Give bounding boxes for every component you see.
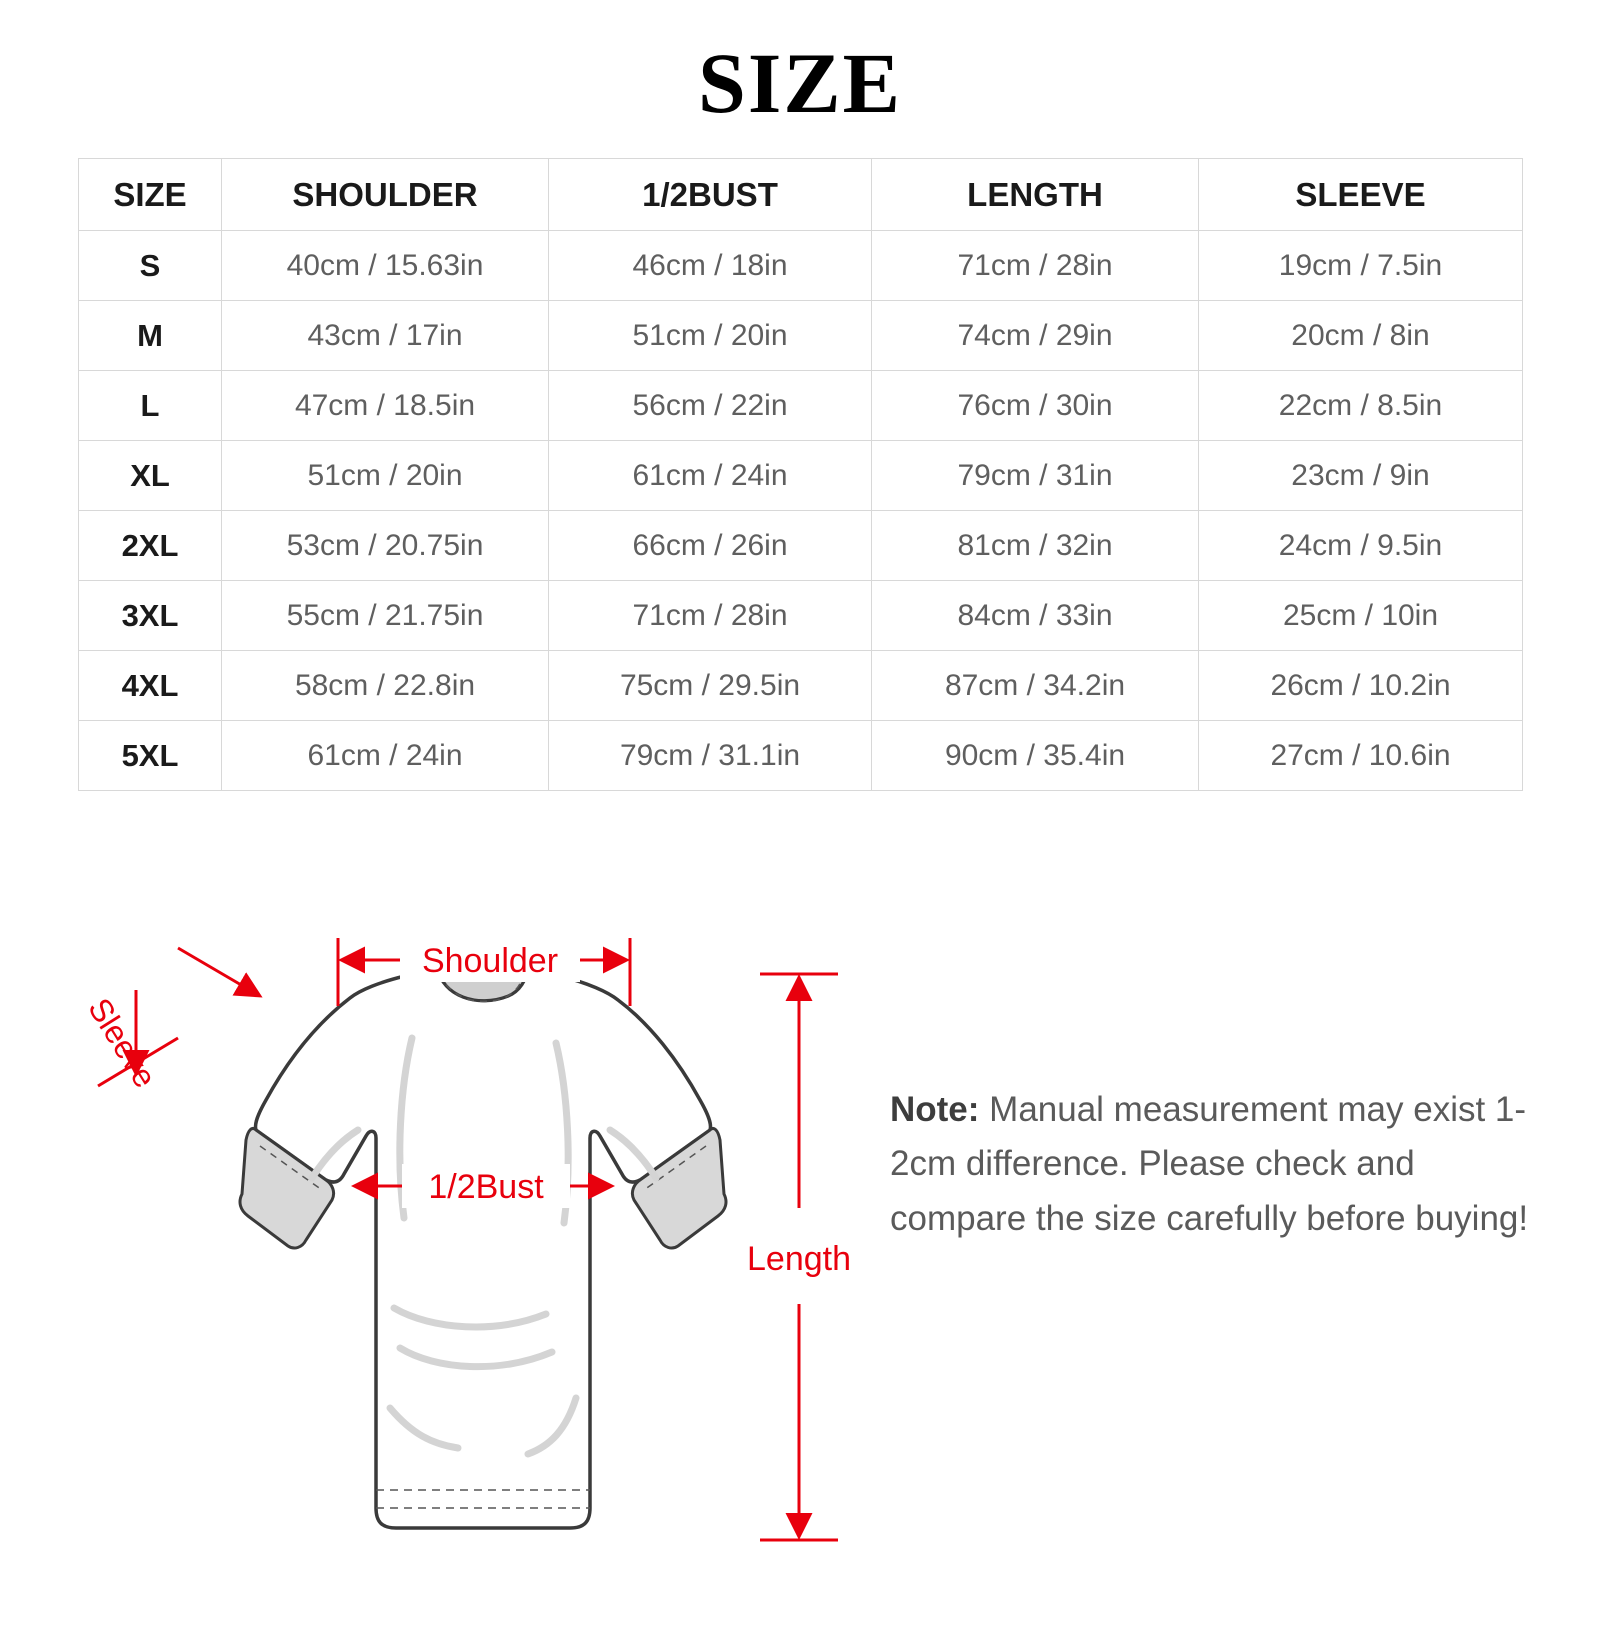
cell-bust: 61cm / 24in bbox=[549, 441, 872, 511]
bust-label: 1/2Bust bbox=[428, 1168, 544, 1206]
table-row bbox=[79, 721, 1523, 791]
table-header-row bbox=[79, 159, 1523, 231]
column-header-length: LENGTH bbox=[872, 159, 1199, 231]
cell-sleeve: 25cm / 10in bbox=[1199, 581, 1523, 651]
tshirt-illustration-svg bbox=[60, 878, 860, 1638]
cell-bust: 51cm / 20in bbox=[549, 301, 872, 371]
cell-size: 5XL bbox=[79, 721, 222, 791]
cell-sleeve: 22cm / 8.5in bbox=[1199, 371, 1523, 441]
cell-size: 3XL bbox=[79, 581, 222, 651]
cell-shoulder: 53cm / 20.75in bbox=[222, 511, 549, 581]
table-row bbox=[79, 301, 1523, 371]
table-row bbox=[79, 651, 1523, 721]
cell-size: S bbox=[79, 231, 222, 301]
table-row bbox=[79, 231, 1523, 301]
size-chart-table bbox=[78, 158, 1523, 791]
cell-sleeve: 26cm / 10.2in bbox=[1199, 651, 1523, 721]
cell-sleeve: 20cm / 8in bbox=[1199, 301, 1523, 371]
cell-size: 2XL bbox=[79, 511, 222, 581]
cell-size: M bbox=[79, 301, 222, 371]
cell-size: 4XL bbox=[79, 651, 222, 721]
cell-shoulder: 61cm / 24in bbox=[222, 721, 549, 791]
cell-length: 74cm / 29in bbox=[872, 301, 1199, 371]
table-row bbox=[79, 441, 1523, 511]
cell-bust: 46cm / 18in bbox=[549, 231, 872, 301]
cell-sleeve: 23cm / 9in bbox=[1199, 441, 1523, 511]
cell-length: 76cm / 30in bbox=[872, 371, 1199, 441]
cell-shoulder: 58cm / 22.8in bbox=[222, 651, 549, 721]
table-row bbox=[79, 371, 1523, 441]
cell-bust: 79cm / 31.1in bbox=[549, 721, 872, 791]
cell-bust: 66cm / 26in bbox=[549, 511, 872, 581]
length-measure bbox=[747, 974, 851, 1540]
cell-shoulder: 47cm / 18.5in bbox=[222, 371, 549, 441]
cell-shoulder: 43cm / 17in bbox=[222, 301, 549, 371]
cell-bust: 75cm / 29.5in bbox=[549, 651, 872, 721]
page-title: SIZE bbox=[697, 35, 903, 131]
tshirt-diagram bbox=[60, 878, 860, 1638]
column-header-shoulder: SHOULDER bbox=[222, 159, 549, 231]
note-block bbox=[890, 1083, 1550, 1246]
cell-length: 81cm / 32in bbox=[872, 511, 1199, 581]
cell-length: 79cm / 31in bbox=[872, 441, 1199, 511]
note-text: Manual measurement may exist 1-2cm difference. Please check and compare the size carefully before buying! bbox=[890, 1090, 1529, 1238]
cell-length: 87cm / 34.2in bbox=[872, 651, 1199, 721]
cell-size: XL bbox=[79, 441, 222, 511]
cell-sleeve: 19cm / 7.5in bbox=[1199, 231, 1523, 301]
column-header-size: SIZE bbox=[79, 159, 222, 231]
cell-bust: 71cm / 28in bbox=[549, 581, 872, 651]
cell-shoulder: 40cm / 15.63in bbox=[222, 231, 549, 301]
cell-length: 84cm / 33in bbox=[872, 581, 1199, 651]
cell-bust: 56cm / 22in bbox=[549, 371, 872, 441]
cell-length: 90cm / 35.4in bbox=[872, 721, 1199, 791]
cell-sleeve: 27cm / 10.6in bbox=[1199, 721, 1523, 791]
cell-shoulder: 55cm / 21.75in bbox=[222, 581, 549, 651]
sleeve-label: Sleeve bbox=[81, 991, 164, 1094]
sleeve-measure bbox=[81, 948, 260, 1094]
column-header-bust: 1/2BUST bbox=[549, 159, 872, 231]
note-label: Note: bbox=[890, 1090, 980, 1129]
measurement-guide bbox=[0, 878, 1600, 1638]
column-header-sleeve: SLEEVE bbox=[1199, 159, 1523, 231]
table-row bbox=[79, 581, 1523, 651]
cell-sleeve: 24cm / 9.5in bbox=[1199, 511, 1523, 581]
cell-length: 71cm / 28in bbox=[872, 231, 1199, 301]
size-table-container bbox=[78, 158, 1522, 791]
cell-size: L bbox=[79, 371, 222, 441]
length-label: Length bbox=[747, 1240, 851, 1278]
table-row bbox=[79, 511, 1523, 581]
shoulder-label: Shoulder bbox=[421, 942, 559, 980]
tshirt-outline bbox=[240, 951, 726, 1528]
cell-shoulder: 51cm / 20in bbox=[222, 441, 549, 511]
